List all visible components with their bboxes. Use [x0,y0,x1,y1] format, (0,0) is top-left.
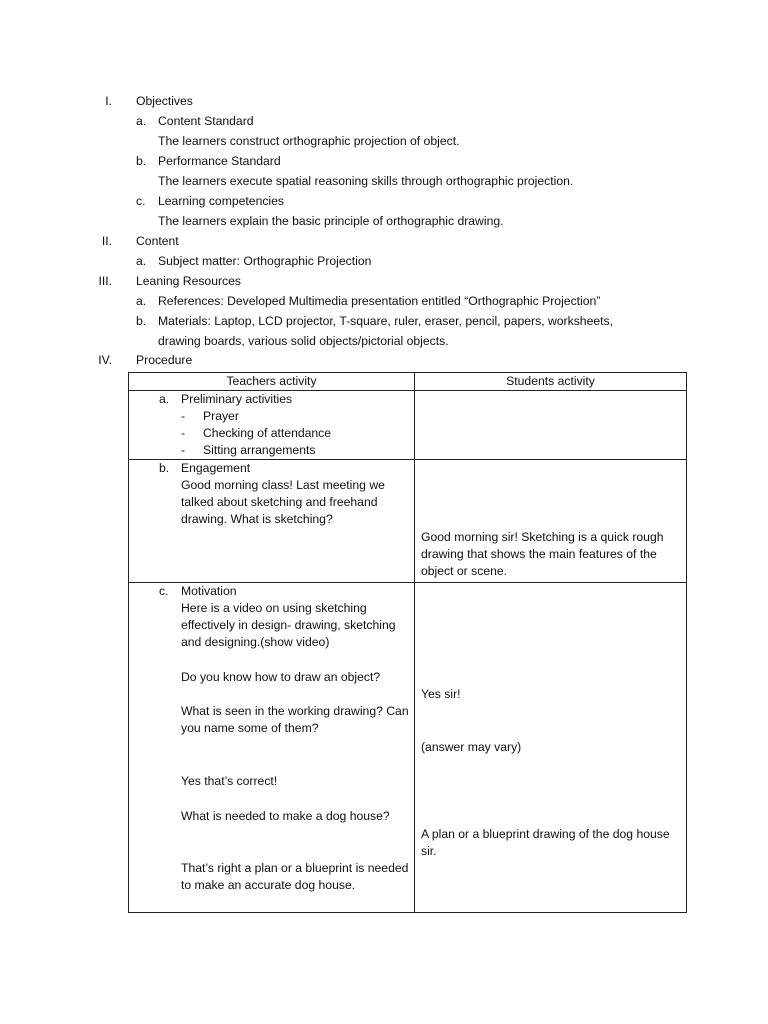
teacher-cell [129,583,415,913]
bullet-dash: - [181,409,186,423]
list-item: Prayer [203,409,239,423]
header-teachers-activity: Teachers activity [129,373,415,391]
teacher-text: Here is a video on using sketching effectively in design- drawing, sketching and designing.(show video) [181,601,396,649]
student-text: Yes sir! [421,687,461,701]
section-numeral: IV. [98,353,112,367]
student-cell [415,583,687,913]
table-header-row [129,373,687,391]
item-letter: a. [136,114,147,128]
table-row [129,391,687,460]
item-text: Subject matter: Orthographic Projection [158,254,372,268]
student-text: A plan or a blueprint drawing of the dog house sir. [421,827,670,858]
teacher-text: Yes that’s correct! [181,774,278,788]
student-text: (answer may vary) [421,740,522,754]
item-label: Performance Standard [158,154,281,168]
table-row [129,583,687,913]
row-letter: c. [159,584,169,598]
bullet-dash: - [181,443,186,457]
item-label: Learning competencies [158,194,285,208]
row-title: Preliminary activities [181,392,293,406]
procedure-table [128,372,687,913]
table-row [129,460,687,583]
item-label: Content Standard [158,114,254,128]
teacher-text: What is needed to make a dog house? [181,809,390,823]
teacher-cell [129,460,415,583]
item-letter: a. [136,254,147,268]
item-letter: b. [136,154,147,168]
student-cell [415,391,687,460]
list-item: Sitting arrangements [203,443,316,457]
item-text: The learners execute spatial reasoning skills through orthographic projection. [158,174,574,188]
row-letter: a. [159,392,170,406]
row-title: Motivation [181,584,237,598]
row-letter: b. [159,461,170,475]
section-title-procedure: Procedure [136,353,193,367]
item-text-continued: drawing boards, various solid objects/pictorial objects. [158,334,449,348]
teacher-text: Good morning class! Last meeting we talked about sketching and freehand drawing. What is sketching? [181,478,385,526]
student-cell [415,460,687,583]
header-students-activity: Students activity [415,373,687,391]
item-letter: a. [136,294,147,308]
section-title-objectives: Objectives [136,94,193,108]
student-text: Good morning sir! Sketching is a quick rough drawing that shows the main features of the object or scene. [421,530,664,578]
list-item: Checking of attendance [203,426,332,440]
item-text: The learners construct orthographic projection of object. [158,134,460,148]
section-title-resources: Leaning Resources [136,274,242,288]
item-letter: b. [136,314,147,328]
teacher-text: Do you know how to draw an object? [181,670,381,684]
section-numeral: III. [98,274,112,288]
item-text: References: Developed Multimedia presentation entitled “Orthographic Projection” [158,294,601,308]
teacher-text: What is seen in the working drawing? Can you name some of them? [181,704,409,735]
section-title-content: Content [136,234,179,248]
item-text: The learners explain the basic principle of orthographic drawing. [158,214,504,228]
section-numeral: II. [101,234,112,248]
item-letter: c. [136,194,146,208]
teacher-text: That’s right a plan or a blueprint is needed to make an accurate dog house. [181,861,409,892]
section-numeral: I. [105,94,112,108]
item-text: Materials: Laptop, LCD projector, T-square, ruler, eraser, pencil, papers, worksheets, [158,314,613,328]
bullet-dash: - [181,426,186,440]
teacher-cell [129,391,415,460]
row-title: Engagement [181,461,251,475]
